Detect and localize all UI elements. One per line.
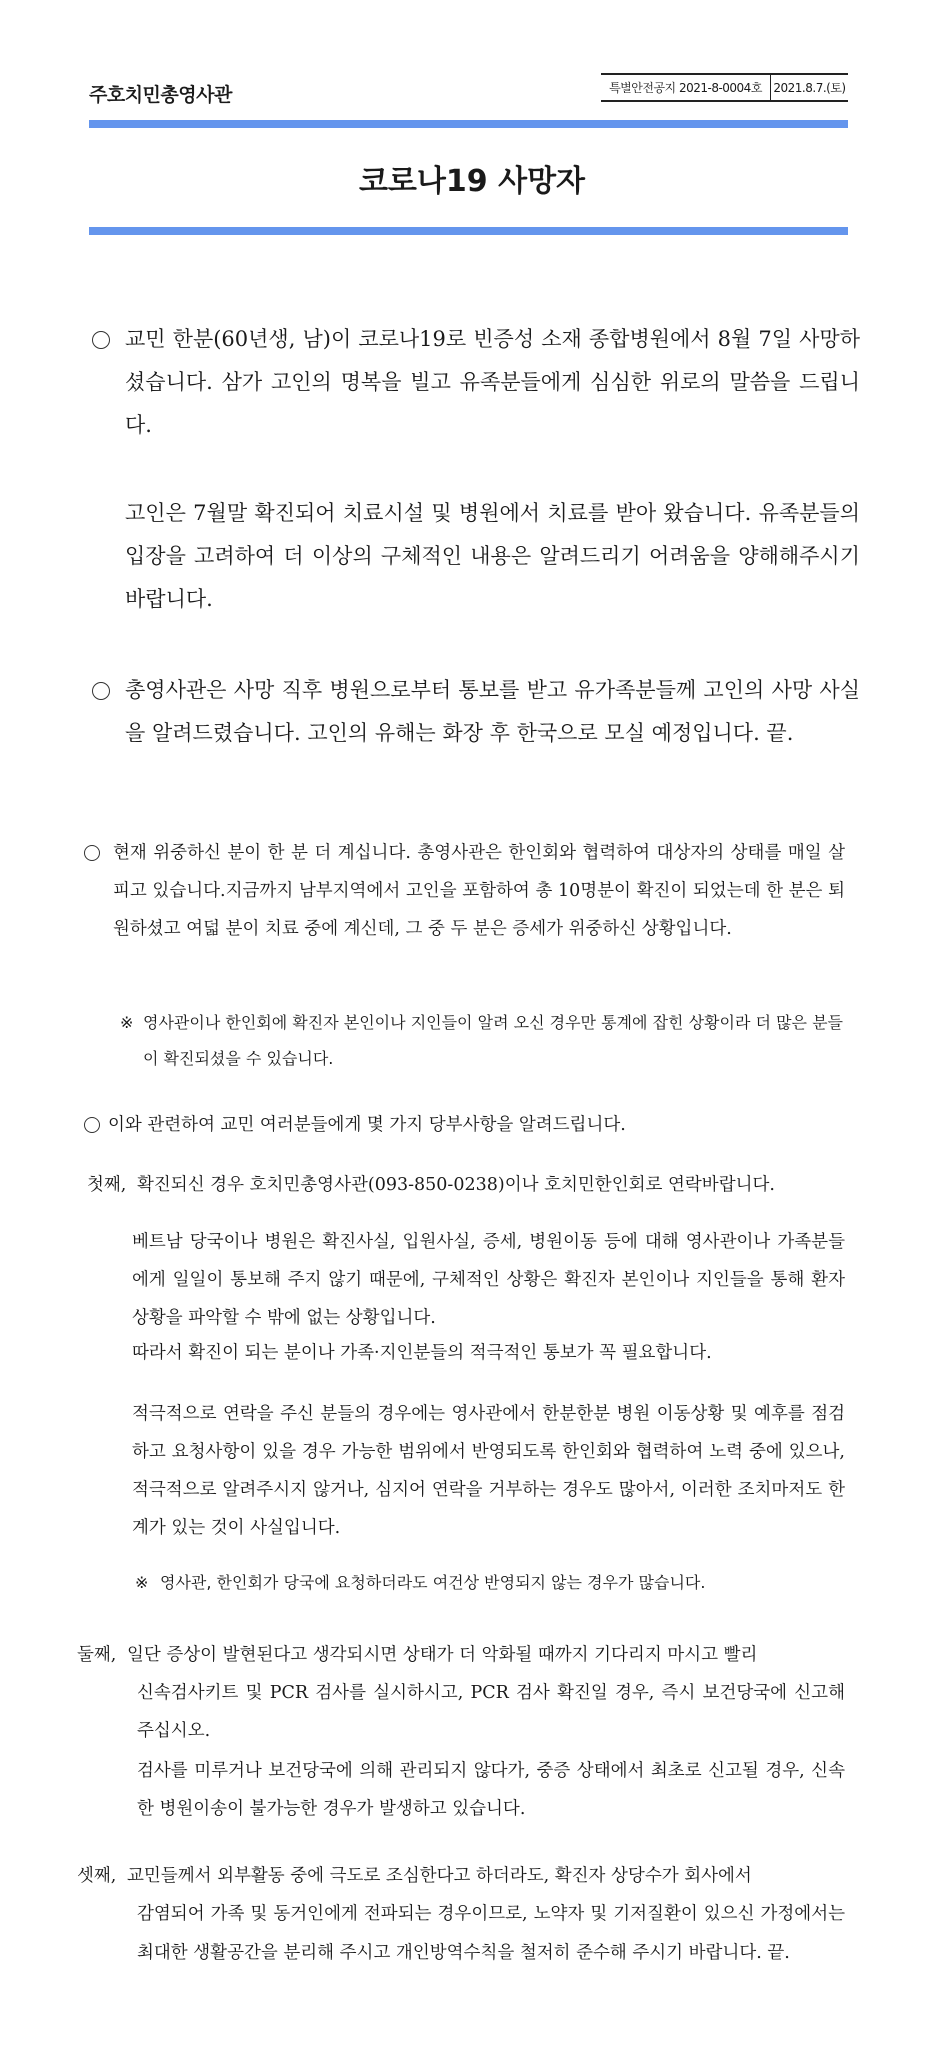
first-paragraph-1: 베트남 당국이나 병원은 확진사실, 입원사실, 증세, 병원이동 등에 대해 영사관이나 가족분들에게 일일이 통보해 주지 않기 때문에, 구체적인 상황은 확진자 본인이나 지인들을 통해 환자 상황을 파악할 수 밖에 없는 상황입니다. xyxy=(132,1232,845,1328)
section-1-paragraph-2: 고인은 7월말 확진되어 치료시설 및 병원에서 치료를 받아 왔습니다. 유족분들의 입장을 고려하여 더 이상의 구체적인 내용은 알려드리기 어려움을 양해해주시기 바랍니다. xyxy=(125,501,860,611)
notice-date: 2021.8.7.(토) xyxy=(773,81,846,95)
circle-bullet-icon xyxy=(84,845,100,861)
second-paragraph-2: 검사를 미루거나 보건당국에 의해 관리되지 않다가, 중증 상태에서 최초로 신고될 경우, 신속한 병원이송이 불가능한 경우가 발생하고 있습니다. xyxy=(137,1761,845,1819)
bottom-accent-bar xyxy=(89,227,848,235)
second-text: 일단 증상이 발현된다고 생각되시면 상태가 더 악화될 때까지 기다리지 마시고 빨리 xyxy=(127,1645,758,1665)
notice-number: 특별안전공지 2021-8-0004호 xyxy=(601,75,771,100)
note-mark-icon: ※ xyxy=(120,1013,134,1032)
section-3-paragraph: 현재 위중하신 분이 한 분 더 계십니다. 총영사관은 한인회와 협력하여 대상자의 상태를 매일 살피고 있습니다.지금까지 남부지역에서 고인을 포함하여 총 10명분이 확진이 되었는데 한 분은 퇴원하셨고 여덟 분이 치료 중에 계신데, 그 중 두 분은 증세가 위중하신 상황입니다. xyxy=(113,843,845,939)
org-name: 주호치민총영사관 xyxy=(89,84,232,106)
first-label: 첫째, xyxy=(87,1175,127,1195)
circle-bullet-icon xyxy=(92,331,110,349)
first-paragraph-2: 따라서 확진이 되는 분이나 가족·지인분들의 적극적인 통보가 꼭 필요합니다. xyxy=(132,1343,712,1363)
page-title: 코로나19 사망자 xyxy=(358,164,586,199)
section-1-paragraph-1: 교민 한분(60년생, 남)이 코로나19로 빈증성 소재 종합병원에서 8월 7일 사망하셨습니다. 삼가 고인의 명복을 빌고 유족분들에게 심심한 위로의 말씀을 드립니다. xyxy=(125,327,860,437)
circle-bullet-icon xyxy=(92,682,110,700)
first-note: 영사관, 한인회가 당국에 요청하더라도 여건상 반영되지 않는 경우가 많습니다. xyxy=(160,1573,706,1592)
third-text: 교민들께서 외부활동 중에 극도로 조심한다고 하더라도, 확진자 상당수가 회사에서 xyxy=(127,1866,752,1886)
notice-info-box xyxy=(601,73,848,102)
second-label: 둘째, xyxy=(77,1645,117,1665)
circle-bullet-icon xyxy=(84,1117,100,1133)
note-mark-icon: ※ xyxy=(135,1573,149,1592)
third-label: 셋째, xyxy=(77,1866,117,1886)
section-2-paragraph: 총영사관은 사망 직후 병원으로부터 통보를 받고 유가족분들께 고인의 사망 사실을 알려드렸습니다. 고인의 유해는 화장 후 한국으로 모실 예정입니다. 끝. xyxy=(125,678,860,745)
first-paragraph-3: 적극적으로 연락을 주신 분들의 경우에는 영사관에서 한분한분 병원 이동상황 및 예후를 점검하고 요청사항이 있을 경우 가능한 범위에서 반영되도록 한인회와 협력하여 노력 중에 있으나, 적극적으로 알려주시지 않거나, 심지어 연락을 거부하는 경우도 많아서, 이러한 조치마저도 한계가 있는 것이 사실입니다. xyxy=(132,1404,845,1538)
first-text: 확진되신 경우 호치민총영사관(093-850-0238)이나 호치민한인회로 연락바랍니다. xyxy=(137,1175,775,1195)
third-continuation: 감염되어 가족 및 동거인에게 전파되는 경우이므로, 노약자 및 기저질환이 있으신 가정에서는 최대한 생활공간을 분리해 주시고 개인방역수칙을 철저히 준수해 주시기 바랍니다. 끝. xyxy=(137,1904,845,1963)
section-4-intro: 이와 관련하여 교민 여러분들에게 몇 가지 당부사항을 알려드립니다. xyxy=(108,1115,626,1135)
section-3-note: 영사관이나 한인회에 확진자 본인이나 지인들이 알려 오신 경우만 통계에 잡힌 상황이라 더 많은 분들이 확진되셨을 수 있습니다. xyxy=(143,1013,843,1068)
top-accent-bar xyxy=(89,120,848,128)
second-continuation: 신속검사키트 및 PCR 검사를 실시하시고, PCR 검사 확진일 경우, 즉시 보건당국에 신고해 주십시오. xyxy=(137,1683,845,1741)
